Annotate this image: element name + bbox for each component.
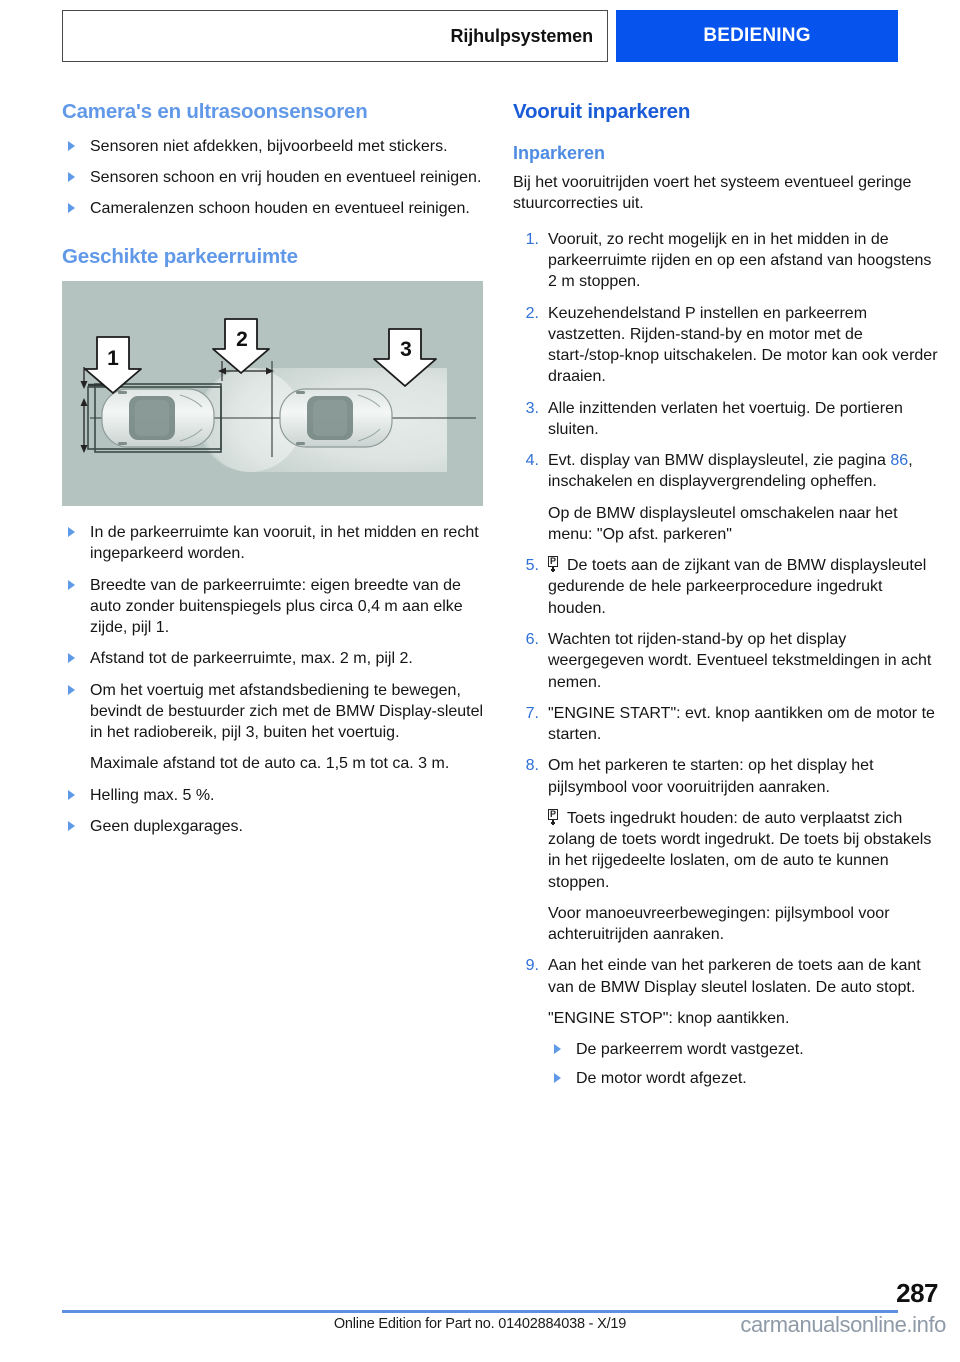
icon-letter-p: P — [550, 808, 557, 819]
parking-space-illustration — [62, 281, 483, 506]
svg-text:3: 3 — [400, 337, 412, 361]
triangle-bullet-icon — [68, 141, 75, 151]
page-reference-link[interactable]: 86 — [890, 452, 909, 470]
step-text: "ENGINE START": evt. knop aantikken om de motor te starten. — [548, 704, 935, 744]
list-item-text: Afstand tot de parkeerruimte, max. 2 m, pijl 2. — [90, 650, 413, 668]
icon-dot — [551, 822, 555, 824]
parking-steps-list — [513, 229, 938, 1090]
list-item — [62, 816, 487, 837]
list-item-text: Sensoren schoon en vrij houden en eventueel reinigen. — [90, 168, 482, 186]
footer-edition-note: Online Edition for Part no. 01402884038 - X/19 — [333, 1316, 627, 1332]
step-continuation — [548, 808, 938, 893]
step-number: 8. — [525, 757, 539, 775]
step-text: De toets aan de zijkant van de BMW displaysleutel gedurende de hele parkeerprocedure ingedrukt houden. — [548, 557, 927, 617]
step-number: 6. — [525, 630, 539, 648]
step-number: 9. — [525, 957, 539, 975]
step-text: Wachten tot rijden-stand-by op het display weergegeven wordt. Eventueel tekstmeldingen in acht nemen. — [548, 630, 932, 691]
triangle-bullet-icon — [68, 653, 75, 663]
step-number: 7. — [525, 704, 539, 722]
list-item-text: Om het voertuig met afstandsbediening te bewegen, bevindt de bestuurder zich met de BMW Display-sleutel in het radiobereik, pijl 3, buiten het voertuig. — [90, 681, 484, 742]
step-item-9 — [513, 955, 938, 1089]
list-item-text: In de parkeerruimte kan vooruit, in het midden en recht ingeparkeerd worden. — [90, 523, 479, 563]
list-item — [62, 575, 487, 639]
step-number: 1. — [525, 230, 539, 248]
header-chapter-tab — [62, 10, 608, 62]
step-text-before-link: Evt. display van BMW displaysleutel, zie pagina — [548, 452, 891, 470]
list-item — [62, 522, 487, 565]
list-item-continuation: Maximale afstand tot de auto ca. 1,5 m tot ca. 3 m. — [90, 755, 450, 773]
page-number: 287 — [896, 1278, 938, 1308]
step-continuation-text: Toets ingedrukt houden: de auto verplaatst zich zolang de toets wordt ingedrukt. De toets bij obstakels in het rijgedeelte loslaten, om de auto te kunnen stoppen. — [548, 809, 932, 891]
triangle-bullet-icon — [68, 203, 75, 213]
svg-text:1: 1 — [107, 346, 119, 370]
list-item — [62, 680, 487, 775]
step-number: 2. — [525, 304, 539, 322]
step-continuation: Op de BMW displaysleutel omschakelen naar het menu: "Op afst. parkeren" — [548, 504, 898, 543]
remote-park-key-icon — [548, 556, 561, 572]
list-item-text: De parkeerrem wordt vastgezet. — [576, 1041, 804, 1059]
step-continuation: "ENGINE STOP": knop aantikken. — [548, 1009, 790, 1027]
triangle-bullet-icon — [68, 527, 75, 537]
list-item — [62, 648, 487, 669]
header-chapter-label: Rijhulpsystemen — [450, 25, 593, 46]
heading-cameras-ultrasonic: Camera's en ultrasoonsensoren — [62, 100, 368, 123]
triangle-bullet-icon — [68, 172, 75, 182]
list-item — [62, 785, 487, 806]
step-text: Alle inzittenden verlaten het voertuig. De portieren sluiten. — [548, 399, 903, 438]
step-text-after-link: , inschakelen en displayvergrendeling opheffen. — [548, 452, 913, 491]
step-item-4 — [513, 450, 938, 545]
heading-forward-parking: Vooruit inparkeren — [513, 100, 691, 123]
list-item-text: Helling max. 5 %. — [90, 786, 215, 804]
step-text: Vooruit, zo recht mogelijk en in het midden in de parkeerruimte rijden en op een afstand van hoogstens 2 m stoppen. — [548, 230, 932, 291]
intro-paragraph: Bij het vooruitrijden voert het systeem eventueel geringe stuurcorrecties uit. — [513, 174, 912, 213]
parking-space-bullet-list — [62, 522, 487, 837]
step-item-8 — [513, 755, 938, 945]
step-number: 4. — [525, 452, 539, 470]
remote-park-key-icon — [548, 809, 561, 825]
step-item-2 — [513, 303, 938, 388]
list-item-text: Geen duplexgarages. — [90, 817, 243, 835]
step-item-5 — [513, 555, 938, 619]
step-item-1 — [513, 229, 938, 293]
triangle-bullet-icon — [554, 1073, 561, 1083]
page-header — [62, 10, 898, 62]
step-item-3 — [513, 398, 938, 441]
step-number: 5. — [525, 557, 539, 575]
icon-letter-p: P — [550, 556, 557, 567]
step-9-sub-bullets — [548, 1039, 938, 1090]
step-text: Aan het einde van het parkeren de toets aan de kant van de BMW Display sleutel loslaten. De auto stopt. — [548, 957, 921, 996]
page-footer — [62, 1278, 946, 1340]
step-text: Keuzehendelstand P instellen en parkeerrem vastzetten. Rijden-stand-by en motor met de start-/stop-knop uitschakelen. De motor kan ook verder draaien. — [548, 304, 938, 386]
step-continuation-2: Voor manoeuvreerbewegingen: pijlsymbool voor achteruitrijden aanraken. — [548, 904, 890, 944]
list-item-text: Cameralenzen schoon houden en eventueel reinigen. — [90, 200, 470, 218]
list-item — [62, 167, 487, 188]
list-item-text: Sensoren niet afdekken, bijvoorbeeld met stickers. — [90, 137, 448, 155]
page-body — [62, 100, 938, 1100]
triangle-bullet-icon — [68, 580, 75, 590]
list-item — [62, 136, 487, 157]
list-item-text: De motor wordt afgezet. — [576, 1070, 747, 1088]
right-column — [513, 100, 938, 1100]
svg-text:2: 2 — [236, 327, 248, 351]
step-item-6 — [513, 629, 938, 693]
header-section-label: BEDIENING — [703, 25, 811, 46]
site-watermark: carmanualsonline.info — [740, 1312, 946, 1337]
step-text: Om het parkeren te starten: op het display het pijlsymbool voor vooruitrijden aanraken. — [548, 757, 874, 796]
header-section-tab — [616, 10, 898, 62]
subheading-parking: Inparkeren — [513, 142, 606, 163]
list-item — [548, 1068, 938, 1089]
heading-suitable-parking-space: Geschikte parkeerruimte — [62, 245, 298, 269]
step-item-7 — [513, 703, 938, 746]
list-item — [548, 1039, 938, 1060]
left-column — [62, 100, 487, 1100]
triangle-bullet-icon — [554, 1044, 561, 1054]
step-number: 3. — [525, 399, 539, 417]
triangle-bullet-icon — [68, 790, 75, 800]
camera-bullet-list — [62, 136, 487, 220]
list-item-text: Breedte van de parkeerruimte: eigen breedte van de auto zonder buitenspiegels plus circa 0,4 m aan elke zijde, pijl 1. — [90, 576, 463, 637]
triangle-bullet-icon — [68, 821, 75, 831]
list-item — [62, 198, 487, 219]
icon-dot — [551, 569, 555, 571]
triangle-bullet-icon — [68, 685, 75, 695]
